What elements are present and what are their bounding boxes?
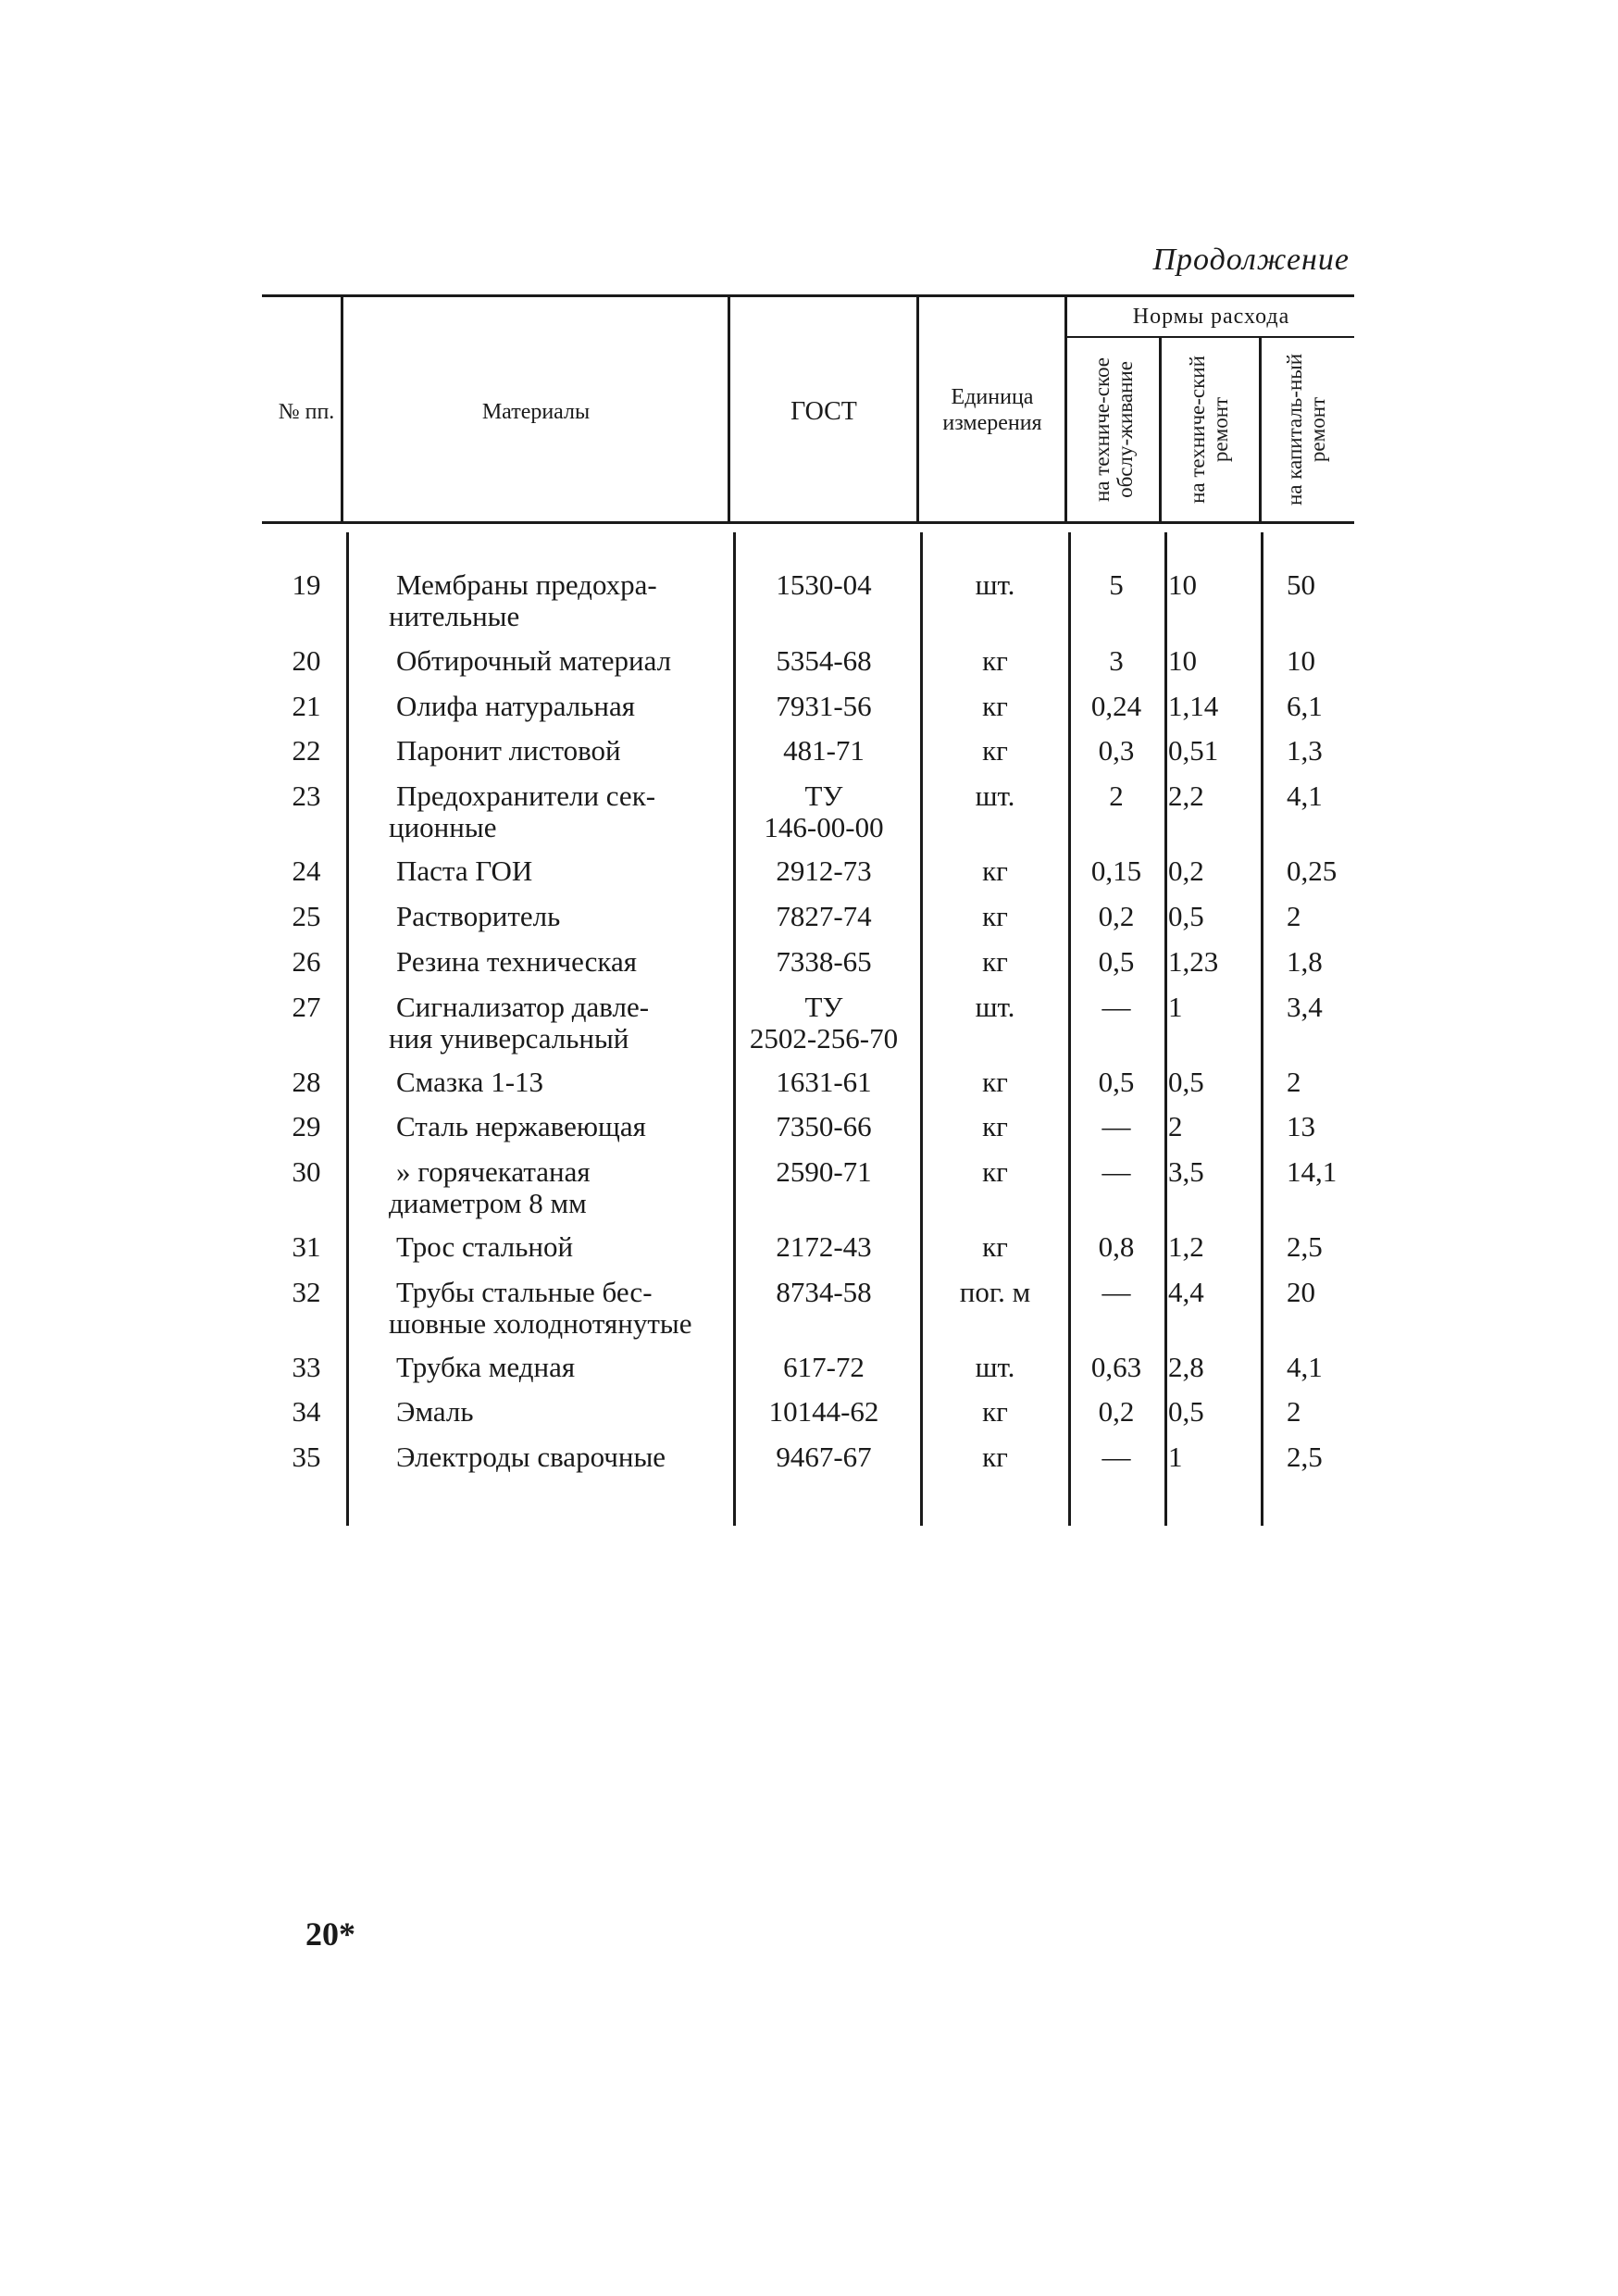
header-divider	[341, 296, 343, 521]
norm-current-repair: 0,5	[1168, 1066, 1204, 1098]
row-number: 25	[292, 900, 321, 932]
gost-code-line: 481-71	[783, 734, 865, 767]
norm-maintenance: —	[1101, 1441, 1131, 1473]
gost-code	[736, 691, 912, 722]
row-number: 23	[292, 780, 321, 812]
material-name-line: шовные холоднотянутые	[389, 1307, 692, 1340]
material-name	[396, 1396, 729, 1428]
material-name	[396, 855, 729, 887]
body-divider	[1068, 532, 1071, 1526]
material-name-line: » горячекатаная	[396, 1155, 591, 1188]
row-number: 30	[292, 1155, 321, 1188]
header-materials: Материалы	[481, 400, 591, 424]
norm-current-repair: 10	[1168, 568, 1197, 601]
material-name-line: ционные	[389, 811, 497, 843]
header-divider	[916, 296, 919, 521]
material-name-line: Трубка медная	[396, 1351, 576, 1383]
material-name-line: Мембраны предохра-	[396, 568, 657, 601]
norm-capital-repair: 2,5	[1287, 1441, 1323, 1473]
header-norm-maintenance: на техниче-ское обслу-живание	[1090, 357, 1137, 502]
norm-current-repair: 1,14	[1168, 690, 1219, 722]
gost-code-line: 1631-61	[776, 1066, 872, 1098]
row-number: 33	[292, 1351, 321, 1383]
norm-capital-repair: 3,4	[1287, 991, 1323, 1023]
gost-code-line: 2502-256-70	[749, 1022, 899, 1054]
unit: кг	[982, 855, 1008, 887]
norm-maintenance: 0,24	[1090, 690, 1142, 722]
gost-code	[736, 946, 912, 978]
header-norm-current-repair: на техниче-ский ремонт	[1186, 356, 1232, 504]
header-divider	[1159, 338, 1162, 521]
gost-code-line: 10144-62	[768, 1395, 879, 1428]
material-name	[389, 1155, 729, 1219]
gost-code	[736, 1111, 912, 1142]
norm-capital-repair: 14,1	[1287, 1155, 1338, 1188]
norm-maintenance: 0,2	[1098, 900, 1135, 932]
material-name	[396, 946, 729, 978]
norm-current-repair: 3,5	[1168, 1155, 1204, 1188]
material-name	[396, 1067, 729, 1098]
material-name	[396, 901, 729, 932]
gost-code-line: 7931-56	[776, 690, 872, 722]
norm-current-repair: 2,2	[1168, 780, 1204, 812]
unit: шт.	[975, 780, 1015, 812]
gost-code-line: 7827-74	[776, 900, 872, 932]
material-name	[396, 735, 729, 767]
norm-capital-repair: 1,8	[1287, 945, 1323, 978]
material-name	[396, 1441, 729, 1473]
norm-maintenance: 3	[1109, 644, 1124, 677]
header-unit: Единица измерения	[942, 385, 1042, 435]
row-number: 22	[292, 734, 321, 767]
gost-code-line: ТУ	[804, 991, 843, 1023]
norm-maintenance: 0,63	[1090, 1351, 1142, 1383]
norm-current-repair: 1,23	[1168, 945, 1219, 978]
norm-current-repair: 1	[1168, 1441, 1183, 1473]
material-name-line: Предохранители сек-	[396, 780, 656, 812]
row-number: 20	[292, 644, 321, 677]
material-name-line: Сигнализатор давле-	[396, 991, 650, 1023]
row-number: 21	[292, 690, 321, 722]
header-norm-capital-repair: на капиталь-ный ремонт	[1283, 353, 1329, 506]
material-name	[396, 1231, 729, 1263]
table-top-rule	[262, 294, 1354, 297]
norm-capital-repair: 20	[1287, 1276, 1315, 1308]
material-name	[389, 1276, 729, 1340]
norm-capital-repair: 2	[1287, 1066, 1301, 1098]
material-name	[396, 1111, 729, 1142]
unit: кг	[982, 945, 1008, 978]
gost-code	[736, 1231, 912, 1263]
unit: шт.	[975, 568, 1015, 601]
unit: кг	[982, 1230, 1008, 1263]
unit: шт.	[975, 1351, 1015, 1383]
norm-capital-repair: 0,25	[1287, 855, 1338, 887]
norm-current-repair: 0,51	[1168, 734, 1219, 767]
norm-capital-repair: 1,3	[1287, 734, 1323, 767]
header-num: № пп.	[278, 400, 335, 424]
gost-code-line: 9467-67	[776, 1441, 872, 1473]
gost-code-line: ТУ	[804, 780, 843, 812]
material-name	[396, 1352, 729, 1383]
unit: кг	[982, 1155, 1008, 1188]
norm-current-repair: 2,8	[1168, 1351, 1204, 1383]
row-number: 24	[292, 855, 321, 887]
norm-capital-repair: 2	[1287, 1395, 1301, 1428]
header-divider	[728, 296, 730, 521]
gost-code	[736, 735, 912, 767]
material-name-line: Сталь нержавеющая	[396, 1110, 646, 1142]
row-number: 34	[292, 1395, 321, 1428]
material-name-line: нительные	[389, 600, 520, 632]
material-name-line: Резина техническая	[396, 945, 637, 978]
material-name	[396, 691, 729, 722]
unit: кг	[982, 734, 1008, 767]
unit: кг	[982, 1395, 1008, 1428]
row-number: 35	[292, 1441, 321, 1473]
row-number: 28	[292, 1066, 321, 1098]
norm-current-repair: 2	[1168, 1110, 1183, 1142]
gost-code	[736, 780, 912, 843]
material-name-line: Смазка 1-13	[396, 1066, 544, 1098]
material-name-line: Растворитель	[396, 900, 561, 932]
gost-code	[736, 1067, 912, 1098]
unit: шт.	[975, 991, 1015, 1023]
body-divider	[1164, 532, 1167, 1526]
body-divider	[346, 532, 349, 1526]
row-number: 27	[292, 991, 321, 1023]
body-divider	[1261, 532, 1263, 1526]
gost-code	[736, 1156, 912, 1188]
norm-current-repair: 0,5	[1168, 900, 1204, 932]
material-name	[389, 780, 729, 843]
norm-maintenance: 2	[1109, 780, 1124, 812]
norm-maintenance: —	[1101, 991, 1131, 1023]
unit: кг	[982, 900, 1008, 932]
unit: пог. м	[959, 1276, 1031, 1308]
material-name-line: Эмаль	[396, 1395, 474, 1428]
gost-code-line: 146-00-00	[764, 811, 884, 843]
gost-code-line: 8734-58	[776, 1276, 872, 1308]
header-divider	[1064, 296, 1067, 521]
row-number: 32	[292, 1276, 321, 1308]
material-name-line: Электроды сварочные	[396, 1441, 666, 1473]
continuation-label: Продолжение	[1152, 243, 1350, 277]
gost-code-line: 617-72	[783, 1351, 865, 1383]
norm-maintenance: 0,8	[1098, 1230, 1135, 1263]
norm-maintenance: 0,2	[1098, 1395, 1135, 1428]
material-name-line: Трубы стальные бес-	[396, 1276, 653, 1308]
gost-code	[736, 569, 912, 601]
material-name-line: диаметром 8 мм	[389, 1187, 587, 1219]
gost-code-line: 5354-68	[776, 644, 872, 677]
norm-current-repair: 10	[1168, 644, 1197, 677]
material-name	[389, 991, 729, 1054]
norm-maintenance: —	[1101, 1110, 1131, 1142]
norm-current-repair: 0,2	[1168, 855, 1204, 887]
gost-code	[736, 1441, 912, 1473]
norm-current-repair: 1	[1168, 991, 1183, 1023]
material-name-line: Трос стальной	[396, 1230, 574, 1263]
gost-code	[736, 901, 912, 932]
norm-current-repair: 1,2	[1168, 1230, 1204, 1263]
gost-code-line: 2912-73	[776, 855, 872, 887]
gost-code	[736, 1277, 912, 1308]
gost-code-line: 7338-65	[776, 945, 872, 978]
material-name	[389, 568, 729, 632]
row-number: 31	[292, 1230, 321, 1263]
gost-code-line: 7350-66	[776, 1110, 872, 1142]
unit: кг	[982, 1110, 1008, 1142]
row-number: 26	[292, 945, 321, 978]
row-number: 29	[292, 1110, 321, 1142]
norm-capital-repair: 13	[1287, 1110, 1315, 1142]
norm-current-repair: 4,4	[1168, 1276, 1204, 1308]
gost-code	[736, 1396, 912, 1428]
norm-maintenance: 0,5	[1098, 945, 1135, 978]
gost-code-line: 1530-04	[776, 568, 872, 601]
gost-code-line: 2590-71	[776, 1155, 872, 1188]
norm-maintenance: —	[1101, 1155, 1131, 1188]
page-number: 20*	[305, 1915, 355, 1953]
header-norms: Нормы расхода	[1132, 305, 1290, 329]
material-name-line: Паста ГОИ	[396, 855, 533, 887]
norm-capital-repair: 50	[1287, 568, 1315, 601]
unit: кг	[982, 644, 1008, 677]
material-name-line: Паронит листовой	[396, 734, 621, 767]
norm-current-repair: 0,5	[1168, 1395, 1204, 1428]
unit: кг	[982, 1066, 1008, 1098]
material-name-line: Обтирочный материал	[396, 644, 672, 677]
header-gost: ГОСТ	[790, 397, 857, 426]
header-divider	[1259, 338, 1262, 521]
gost-code	[736, 1352, 912, 1383]
norm-capital-repair: 4,1	[1287, 1351, 1323, 1383]
gost-code	[736, 855, 912, 887]
norm-maintenance: —	[1101, 1276, 1131, 1308]
norm-capital-repair: 2	[1287, 900, 1301, 932]
norm-capital-repair: 10	[1287, 644, 1315, 677]
material-name-line: Олифа натуральная	[396, 690, 635, 722]
unit: кг	[982, 1441, 1008, 1473]
body-divider	[920, 532, 923, 1526]
material-name	[396, 645, 729, 677]
norm-maintenance: 0,3	[1098, 734, 1135, 767]
norm-maintenance: 5	[1109, 568, 1124, 601]
norm-capital-repair: 4,1	[1287, 780, 1323, 812]
norm-maintenance: 0,15	[1090, 855, 1142, 887]
gost-code	[736, 645, 912, 677]
gost-code	[736, 992, 912, 1054]
unit: кг	[982, 690, 1008, 722]
gost-code-line: 2172-43	[776, 1230, 872, 1263]
row-number: 19	[292, 568, 321, 601]
norm-capital-repair: 6,1	[1287, 690, 1323, 722]
norm-maintenance: 0,5	[1098, 1066, 1135, 1098]
norm-capital-repair: 2,5	[1287, 1230, 1323, 1263]
material-name-line: ния универсальный	[389, 1022, 629, 1054]
